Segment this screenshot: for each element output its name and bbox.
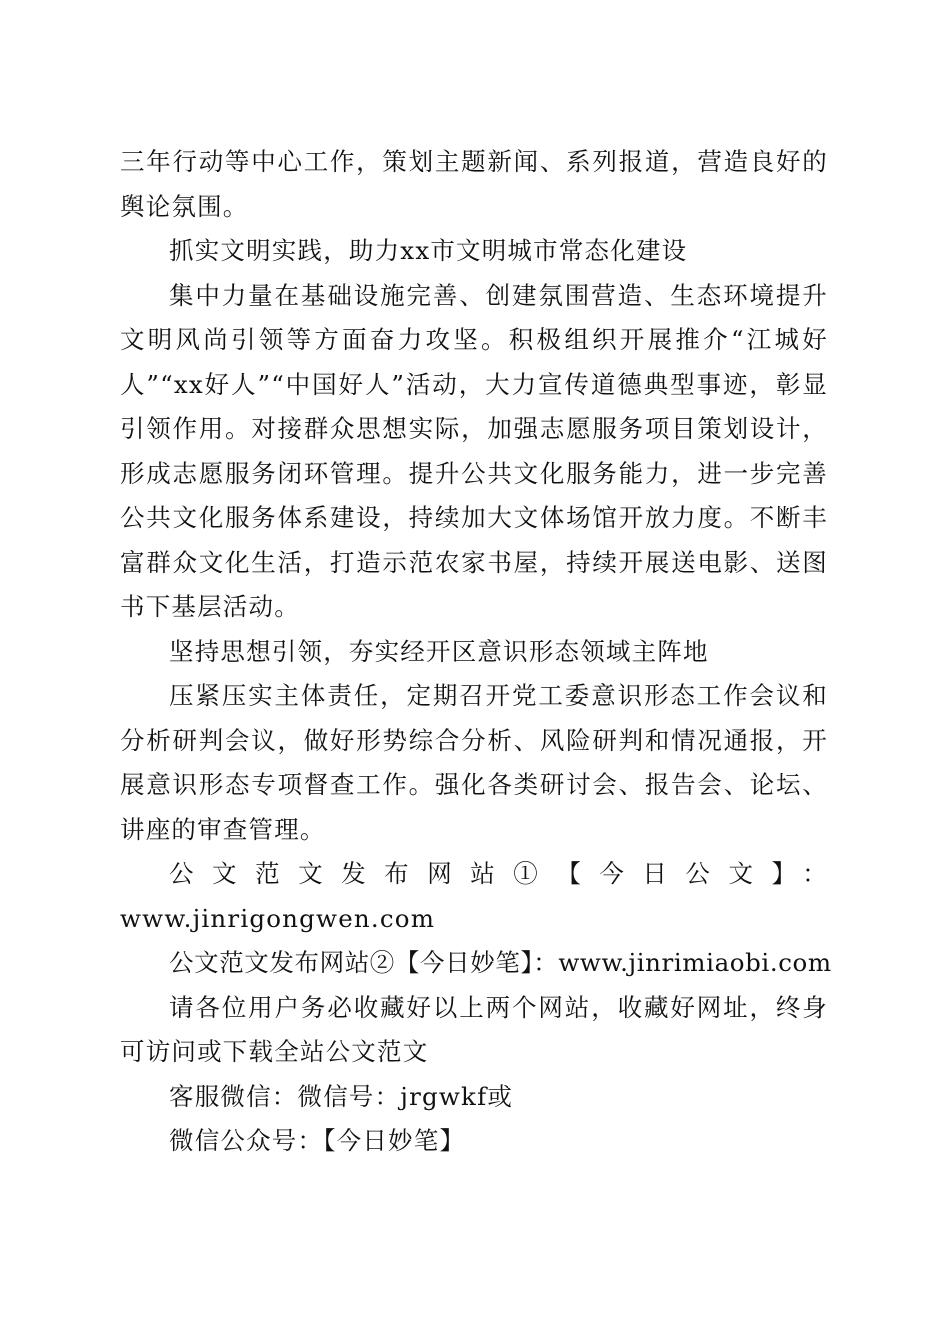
section-heading-ideology: 坚持思想引领，夯实经开区意识形态领域主阵地 [169,636,709,666]
section-heading-civilization: 抓实文明实践，助力xx市文明城市常态化建设 [169,236,688,265]
service-wechat-line: 客服微信：微信号：jrgwkf或 [169,1081,514,1111]
site-two-line[interactable]: 公文范文发布网站②【今日妙笔】：www.jinrimiaobi.com [169,948,832,977]
site-one-label: 公文范文发布网站①【今日公文】： [169,859,828,888]
paragraph-continued: 三年行动等中心工作，策划主题新闻、系列报道，营造良好的舆论氛围。 [120,147,828,221]
site-one-block [120,852,828,941]
paragraph-ideology: 压紧压实主体责任，定期召开党工委意识形态工作会议和分析研判会议，做好形势综合分析、风险研判和情况通报，开展意识形态专项督查工作。强化各类研讨会、报告会、论坛、讲座的审查管理。 [120,681,828,844]
site-one-url[interactable]: www.jinrigongwen.com [120,903,436,933]
wechat-account-line: 微信公众号：【今日妙笔】 [169,1126,466,1155]
notice-paragraph: 请各位用户务必收藏好以上两个网站，收藏好网址，终身可访问或下载全站公文范文 [120,992,828,1066]
document-page [120,140,832,1164]
paragraph-civilization: 集中力量在基础设施完善、创建氛围营造、生态环境提升文明风尚引领等方面奋力攻坚。积极组织开展推介“江城好人”“xx好人”“中国好人”活动，大力宣传道德典型事迹，彰显引领作用。对接群众思想实际，加强志愿服务项目策划设计，形成志愿服务闭环管理。提升公共文化服务能力，进一步完善公共文化服务体系建设，持续加大文体场馆开放力度。不断丰富群众文化生活，打造示范农家书屋，持续开展送电影、送图书下基层活动。 [120,280,828,621]
